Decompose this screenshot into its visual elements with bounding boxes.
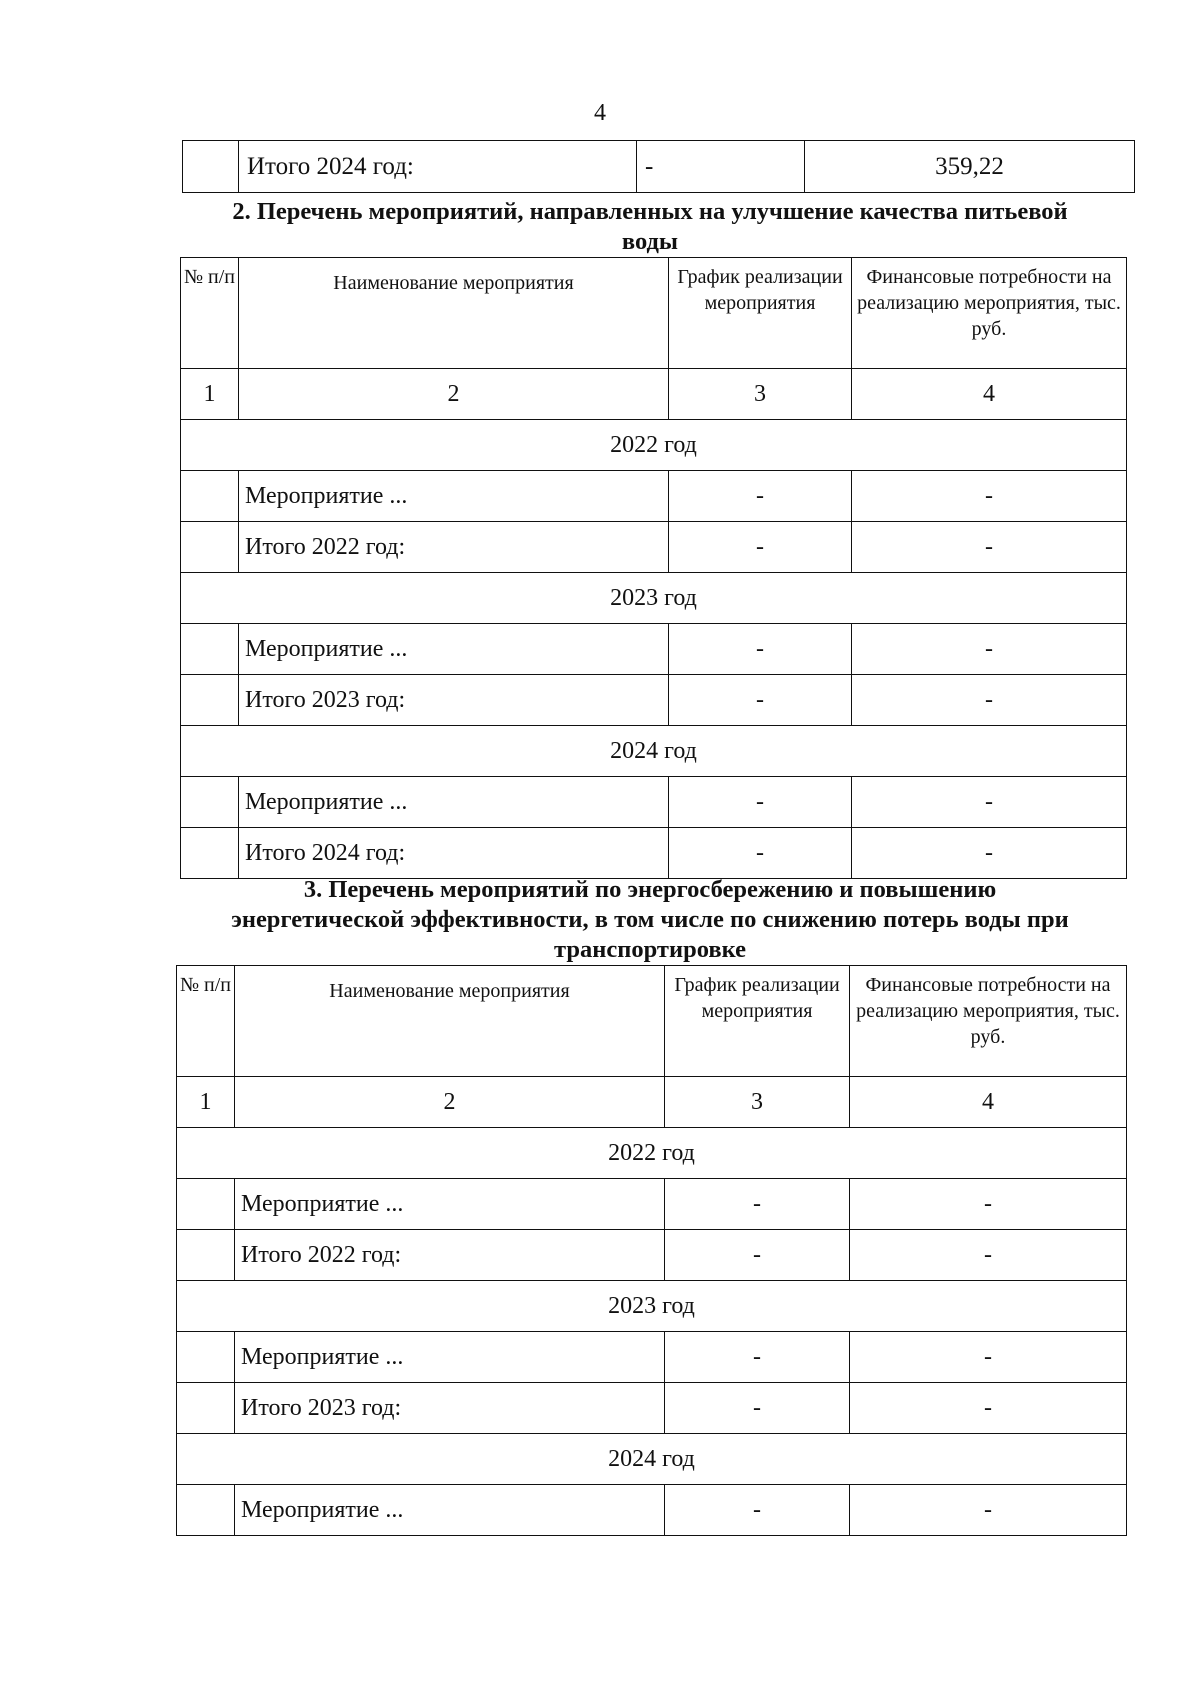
row-name-cell: Мероприятие ... (235, 1332, 665, 1383)
row-finance-cell: - (850, 1332, 1127, 1383)
year-row (181, 726, 1127, 777)
year-row (177, 1128, 1127, 1179)
table-row (177, 1230, 1127, 1281)
header-schedule: График реализации мероприятия (669, 258, 852, 369)
header-finance: Финансовые потребности на реализацию мероприятия, тыс. руб. (852, 258, 1127, 369)
year-label: 2024 год (177, 1434, 1127, 1485)
row-schedule-cell: - (669, 522, 852, 573)
year-label: 2023 год (177, 1281, 1127, 1332)
row-name-cell: Итого 2024 год: (239, 828, 669, 879)
row-finance-cell: - (850, 1179, 1127, 1230)
row-finance-cell: - (852, 624, 1127, 675)
row-name-cell: Мероприятие ... (239, 624, 669, 675)
table-row (177, 1332, 1127, 1383)
row-name-cell: Мероприятие ... (239, 471, 669, 522)
table-row (181, 471, 1127, 522)
year-row (181, 420, 1127, 471)
row-name-cell: Мероприятие ... (235, 1179, 665, 1230)
table-row (181, 675, 1127, 726)
table-row (181, 522, 1127, 573)
row-number-cell (181, 828, 239, 879)
row-schedule-cell: - (669, 675, 852, 726)
row-number-cell (181, 675, 239, 726)
top-continuation-table (182, 140, 1135, 193)
header-finance: Финансовые потребности на реализацию мероприятия, тыс. руб. (850, 966, 1127, 1077)
column-number: 2 (239, 369, 669, 420)
section-2-title: 2. Перечень мероприятий, направленных на улучшение качества питьевой воды (232, 198, 1068, 255)
row-name-cell: Итого 2022 год: (235, 1230, 665, 1281)
column-number: 3 (665, 1077, 850, 1128)
row-number-cell (181, 522, 239, 573)
row-schedule-cell: - (665, 1179, 850, 1230)
year-label: 2024 год (181, 726, 1127, 777)
row-number-cell (181, 471, 239, 522)
column-numbers-row (177, 1077, 1127, 1128)
row-schedule-cell: - (669, 828, 852, 879)
row-number-cell (181, 777, 239, 828)
row-number-cell (177, 1230, 235, 1281)
year-row (177, 1281, 1127, 1332)
row-schedule-cell: - (665, 1485, 850, 1536)
section-3-title: 3. Перечень мероприятий по энергосбережению и повышению энергетической эффективности, в том числе по снижению потерь воды при транспортировке (231, 876, 1069, 963)
row-schedule-cell: - (665, 1383, 850, 1434)
table-header-row (177, 966, 1127, 1077)
row-finance-cell: - (850, 1485, 1127, 1536)
row-name-cell: Мероприятие ... (235, 1485, 665, 1536)
row-name-cell: Мероприятие ... (239, 777, 669, 828)
header-num: № п/п (177, 966, 235, 1077)
year-label: 2023 год (181, 573, 1127, 624)
table-row (181, 828, 1127, 879)
row-name-cell: Итого 2024 год: (239, 141, 637, 193)
table-header-row (181, 258, 1127, 369)
row-number-cell (177, 1332, 235, 1383)
row-schedule-cell: - (665, 1230, 850, 1281)
row-amount-cell: 359,22 (805, 141, 1135, 193)
row-schedule-cell: - (669, 471, 852, 522)
column-number: 1 (181, 369, 239, 420)
section-2-table (180, 257, 1127, 879)
row-finance-cell: - (852, 675, 1127, 726)
page-number: 4 (594, 100, 606, 126)
row-name-cell: Итого 2022 год: (239, 522, 669, 573)
year-label: 2022 год (181, 420, 1127, 471)
row-schedule-cell: - (669, 624, 852, 675)
row-finance-cell: - (852, 828, 1127, 879)
year-row (177, 1434, 1127, 1485)
table-row (183, 141, 1135, 193)
table-row (177, 1383, 1127, 1434)
row-finance-cell: - (850, 1383, 1127, 1434)
row-number-cell (181, 624, 239, 675)
table-row (177, 1485, 1127, 1536)
column-number: 2 (235, 1077, 665, 1128)
row-finance-cell: - (850, 1230, 1127, 1281)
table-row (181, 777, 1127, 828)
row-number-cell (183, 141, 239, 193)
section-3-table (176, 965, 1127, 1536)
table-row (181, 624, 1127, 675)
row-number-cell (177, 1383, 235, 1434)
row-finance-cell: - (852, 522, 1127, 573)
row-number-cell (177, 1179, 235, 1230)
column-number: 4 (852, 369, 1127, 420)
row-number-cell (177, 1485, 235, 1536)
column-number: 3 (669, 369, 852, 420)
year-row (181, 573, 1127, 624)
column-number: 1 (177, 1077, 235, 1128)
column-numbers-row (181, 369, 1127, 420)
header-name: Наименование мероприятия (239, 258, 669, 369)
row-schedule-cell: - (637, 141, 805, 193)
column-number: 4 (850, 1077, 1127, 1128)
year-label: 2022 год (177, 1128, 1127, 1179)
row-name-cell: Итого 2023 год: (239, 675, 669, 726)
header-name: Наименование мероприятия (235, 966, 665, 1077)
row-name-cell: Итого 2023 год: (235, 1383, 665, 1434)
row-finance-cell: - (852, 777, 1127, 828)
row-schedule-cell: - (669, 777, 852, 828)
header-num: № п/п (181, 258, 239, 369)
row-finance-cell: - (852, 471, 1127, 522)
table-row (177, 1179, 1127, 1230)
row-schedule-cell: - (665, 1332, 850, 1383)
header-schedule: График реализации мероприятия (665, 966, 850, 1077)
